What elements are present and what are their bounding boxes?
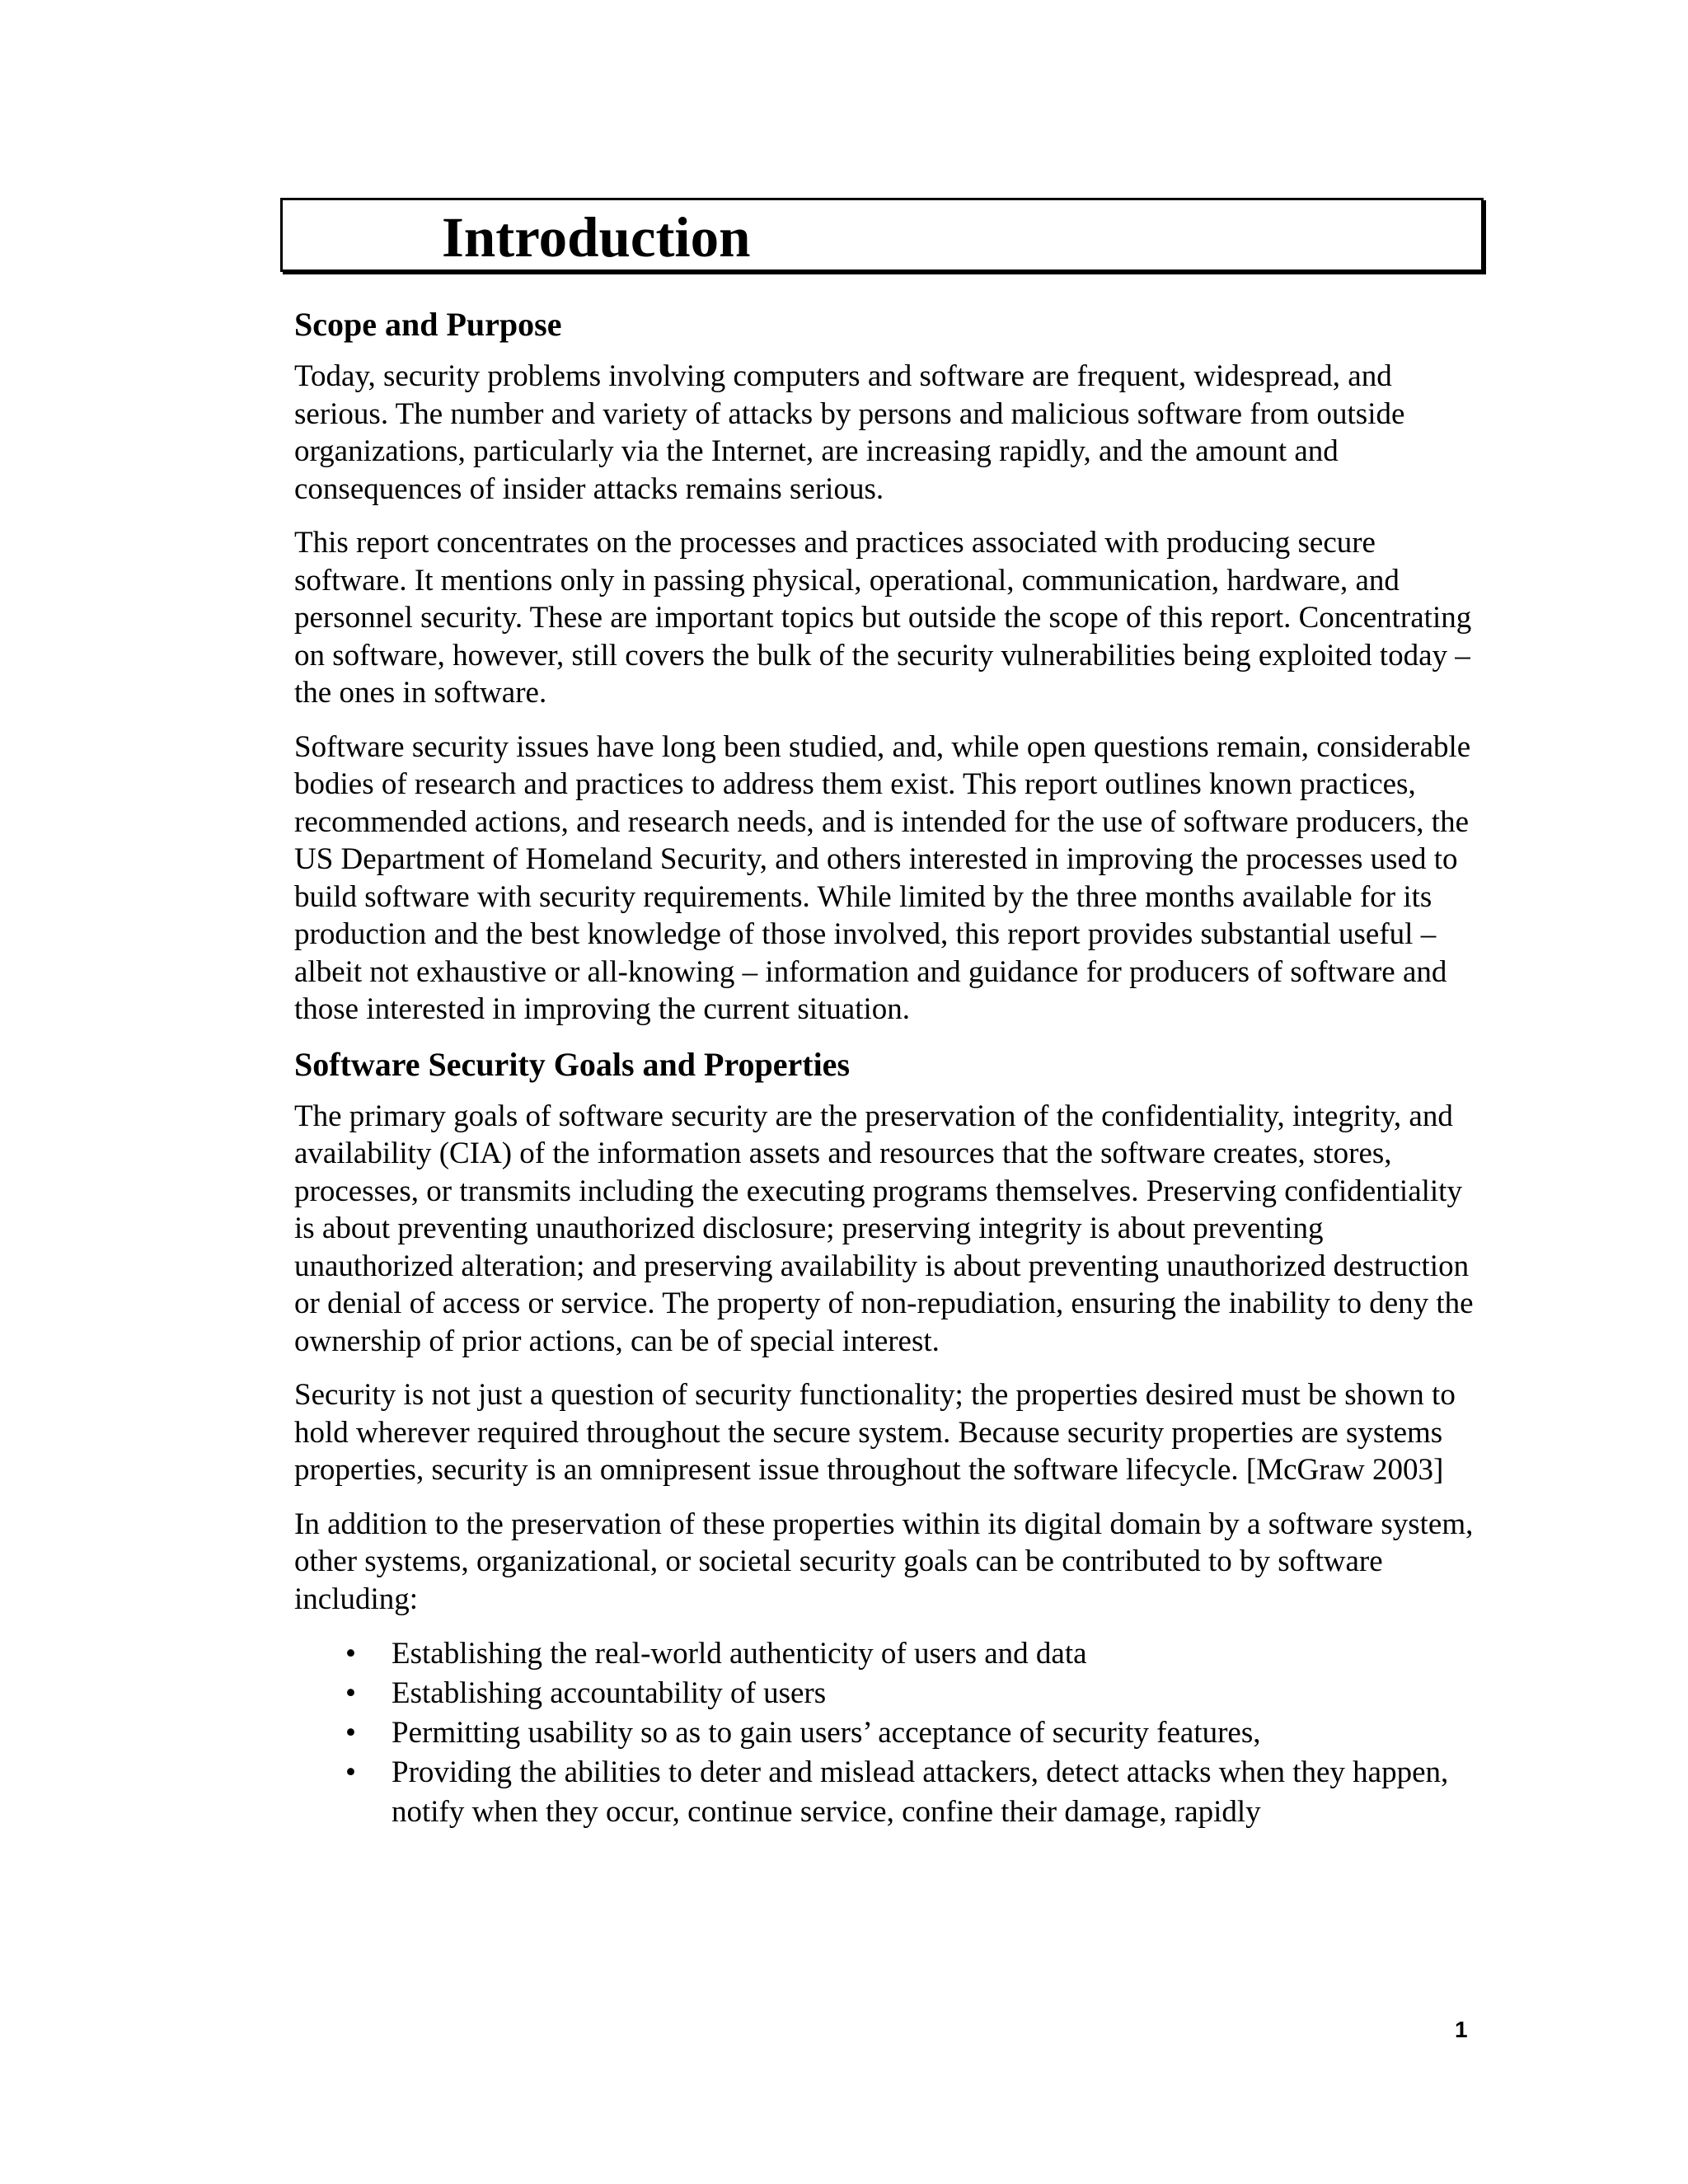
list-item [294,1713,1485,1753]
list-item-text: Providing the abilities to deter and mislead attackers, detect attacks when they happen, notify when they occur, continue service, confine their damage, rapidly [392,1755,1449,1829]
bullet-icon: • [345,1637,356,1671]
bullet-icon: • [345,1716,356,1750]
paragraph: Today, security problems involving computers and software are frequent, widespread, and serious. The number and variety of attacks by persons and malicious software from outside organizations, particularly via the Internet, are increasing rapidly, and the amount and consequences of insider attacks remains serious. [294,359,1405,506]
list-item-text: Permitting usability so as to gain users’ acceptance of security features, [392,1716,1261,1750]
page-content [294,305,1485,1832]
bullet-icon: • [345,1755,356,1789]
section-heading: Scope and Purpose [294,306,562,343]
paragraph: Security is not just a question of security functionality; the properties desired must be shown to hold wherever required throughout the secure system. Because security properties are systems properties, security is an omnipresent issue throughout the software lifecycle. [McGraw 2003] [294,1378,1456,1487]
paragraph: Software security issues have long been studied, and, while open questions remain, considerable bodies of research and practices to address them exist. This report outlines known practices, recommended actions, and research needs, and is intended for the use of software producers, the US Department of Homeland Security, and others interested in improving the processes used to build software with security requirements. While limited by the three months available for its production and the best knowledge of those involved, this report provides substantial useful – albeit not exhaustive or all-knowing – information and guidance for producers of software and those interested in improving the current situation. [294,729,1471,1026]
list-item-text: Establishing accountability of users [392,1676,827,1710]
bullet-list [294,1634,1485,1832]
section-heading: Software Security Goals and Properties [294,1045,851,1083]
list-item [294,1634,1485,1674]
list-item [294,1674,1485,1713]
bullet-icon: • [345,1676,356,1710]
chapter-title: Introduction [442,206,751,269]
page-number: 1 [1455,2017,1468,2042]
list-item [294,1753,1485,1832]
paragraph: In addition to the preservation of these properties within its digital domain by a software system, other systems, organizational, or societal security goals can be contributed to by software including: [294,1507,1474,1616]
section-goals-and-properties [294,1045,1485,1833]
paragraph: This report concentrates on the processes and practices associated with producing secure software. It mentions only in passing physical, operational, communication, hardware, and personnel security. These are important topics but outside the scope of this report. Concentrating on software, however, still covers the bulk of the security vulnerabilities being exploited today – the ones in software. [294,526,1472,710]
list-item-text: Establishing the real-world authenticity of users and data [392,1637,1087,1671]
chapter-title-box [280,198,1484,272]
paragraph: The primary goals of software security are the preservation of the confidentiality, integrity, and availability (CIA) of the information assets and resources that the software creates, stores, processes, or transmits including the executing programs themselves. Preserving confidentiality is about preventing unauthorized disclosure; preserving integrity is about preventing unauthorized alteration; and preserving availability is about preventing unauthorized destruction or denial of access or service. The property of non-repudiation, ensuring the inability to deny the ownership of prior actions, can be of special interest. [294,1099,1474,1358]
section-scope-and-purpose [294,305,1485,1029]
